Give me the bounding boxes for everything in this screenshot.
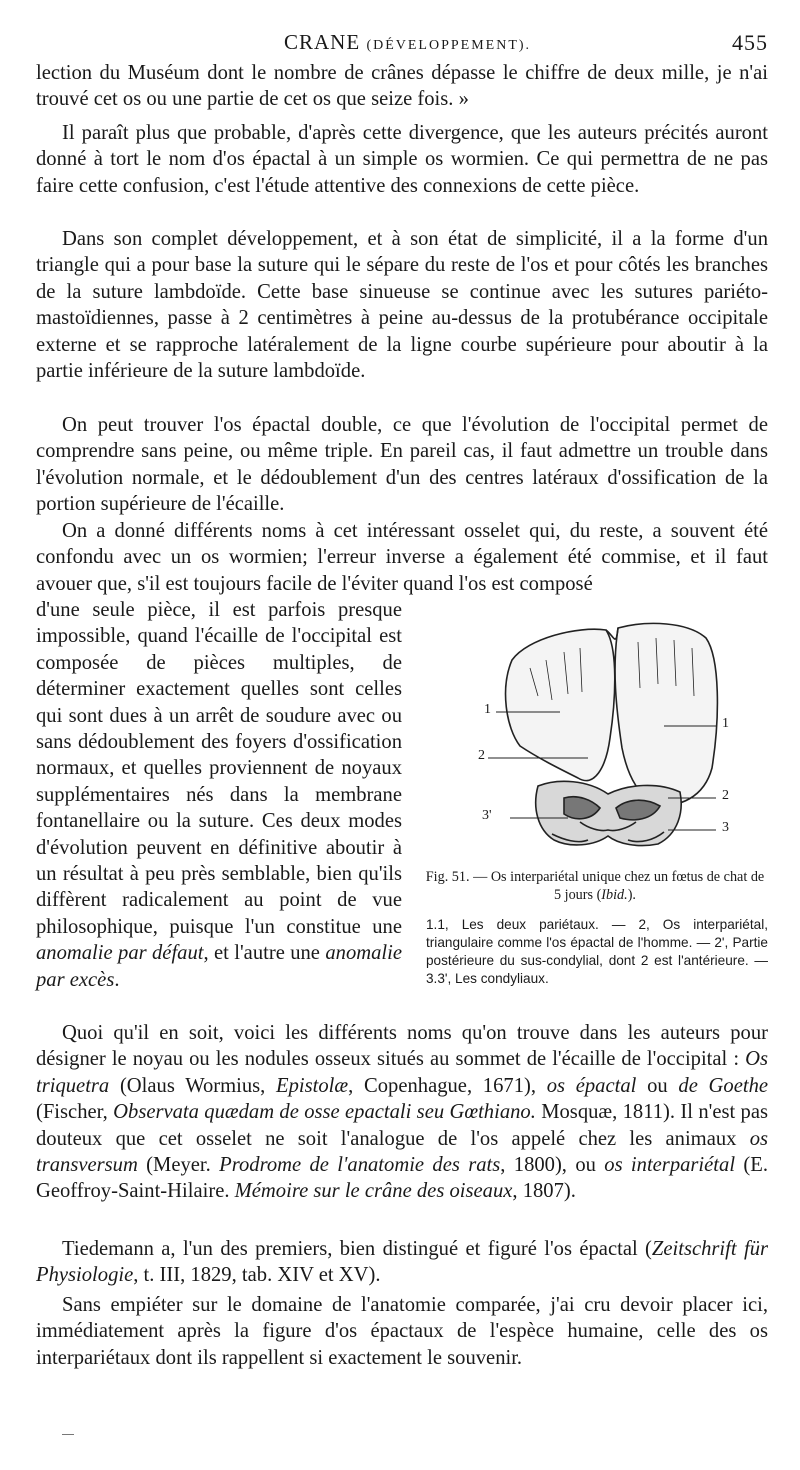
figure-label-right-2: 2 — [722, 788, 729, 803]
paragraph-8: Sans empiéter sur le domaine de l'anatomie comparée, j'ai cru devoir placer ici, immédiatement après la figure d'os épactaux de l'espèce humaine, celle des os interpariétaux dont ils rappellent si exactement le souvenir. — [36, 1294, 768, 1369]
header-title: CRANE (DÉVELOPPEMENT). — [284, 30, 532, 54]
figure-51-skull-illustration — [468, 608, 768, 870]
paragraph-1: lection du Muséum dont le nombre de crânes dépasse le chiffre de deux mille, je n'ai trouvé cet os ou une partie de cet os que seize fois. » — [36, 62, 768, 111]
paragraph-3: Dans son complet développement, et à son état de simplicité, il a la forme d'un triangle qui a pour base la suture qui le sépare du reste de l'os et pour côtés les branches de la suture lambdoïde. Cette base sinueuse se continue avec les sutures pariéto-mastoïdiennes, passe à 2 centimètres à peine au-dessus de la protubérance occipitale externe et se rapproche latéralement de la ligne courbe supérieure pour aboutir à la partie inférieure de la suture lambdoïde. — [36, 228, 768, 383]
figure-caption: Fig. 51. — Os interpariétal unique chez un fœtus de chat de 5 jours (Ibid.). — [425, 869, 765, 903]
figure-legend: 1.1, Les deux pariétaux. — 2, Os interpariétal, triangulaire comme l'os épactal de l'homme. — 2', Partie postérieure du sus-condylial, dont 2 est l'antérieure. — 3.3', Les condyliaux. — [426, 917, 768, 986]
figure-label-right-3: 3 — [722, 820, 729, 835]
figure-label-left-3prime: 3' — [482, 808, 492, 823]
paragraph-2: Il paraît plus que probable, d'après cette divergence, que les auteurs précités auront donné à tort le nom d'os épactal à un simple os wormien. Ce qui permettra de ne pas faire cette confusion, c'est l'étude attentive des connexions de cette pièce. — [36, 122, 768, 197]
figure-label-left-2: 2 — [478, 748, 485, 763]
paragraph-7: Tiedemann a, l'un des premiers, bien distingué et figuré l'os épactal (Zeitschrift für Physiologie, t. III, 1829, tab. XIV et XV). — [36, 1238, 768, 1287]
paragraph-5-narrow: d'une seule pièce, il est parfois presque impossible, quand l'écaille de l'occipital est composée de pièces multiples, de déterminer exactement quelles sont celles qui sont dues à un arrêt de soudure avec ou sans dédoublement des foyers d'ossification normaux, et quelles proviennent de noyaux supplémentaires nés dans la membrane fontanellaire ou la suture. Ces deux modes d'évolution peuvent en définitive aboutir à un résultat à peu près semblable, bien qu'ils diffèrent radicalement au point de vue philosophique, puisque l'un constitue une anomalie par défaut, et l'autre une anomalie par excès. — [36, 599, 402, 991]
anomalie-par-exces: anomalie par excès — [36, 942, 402, 991]
footer-mark — [62, 1434, 74, 1435]
paragraph-4: On peut trouver l'os épactal double, ce que l'évolution de l'occipital permet de comprendre sans peine, ou même triple. En pareil cas, il faut admettre un trouble dans l'évolution normale, et le dédoublement d'un des centres latéraux d'ossification de la portion supérieure de l'écaille. — [36, 414, 768, 516]
running-header — [36, 30, 768, 58]
page-number: 455 — [732, 30, 768, 55]
anomalie-par-defaut: anomalie par défaut — [36, 942, 204, 965]
paragraph-6: Quoi qu'il en soit, voici les différents noms qu'on trouve dans les auteurs pour désigner le noyau ou les nodules osseux situés au sommet de l'écaille de l'occipital : Os triquetra (Olaus Wormius, Epistolæ, Copenhague, 1671), os épactal ou de Goethe (Fischer, Observata quædam de osse epactali seu Gœthiano. Mosquæ, 1811). Il n'est pas douteux que cet osselet ne soit l'analogue de l'os appelé chez les animaux os transversum (Meyer. Prodrome de l'anatomie des rats, 1800), ou os interpariétal (E. Geoffroy-Saint-Hilaire. Mémoire sur le crâne des oiseaux, 1807). — [36, 1022, 769, 1203]
paragraph-5-full: On a donné différents noms à cet intéressant osselet qui, du reste, a souvent été confondu avec un os wormien; l'erreur inverse a également été commise, et il faut avouer que, s'il est toujours facile de l'éviter quand l'os est composé — [36, 520, 768, 595]
figure-label-left-1: 1 — [484, 702, 491, 717]
figure-label-right-1: 1 — [722, 716, 729, 731]
